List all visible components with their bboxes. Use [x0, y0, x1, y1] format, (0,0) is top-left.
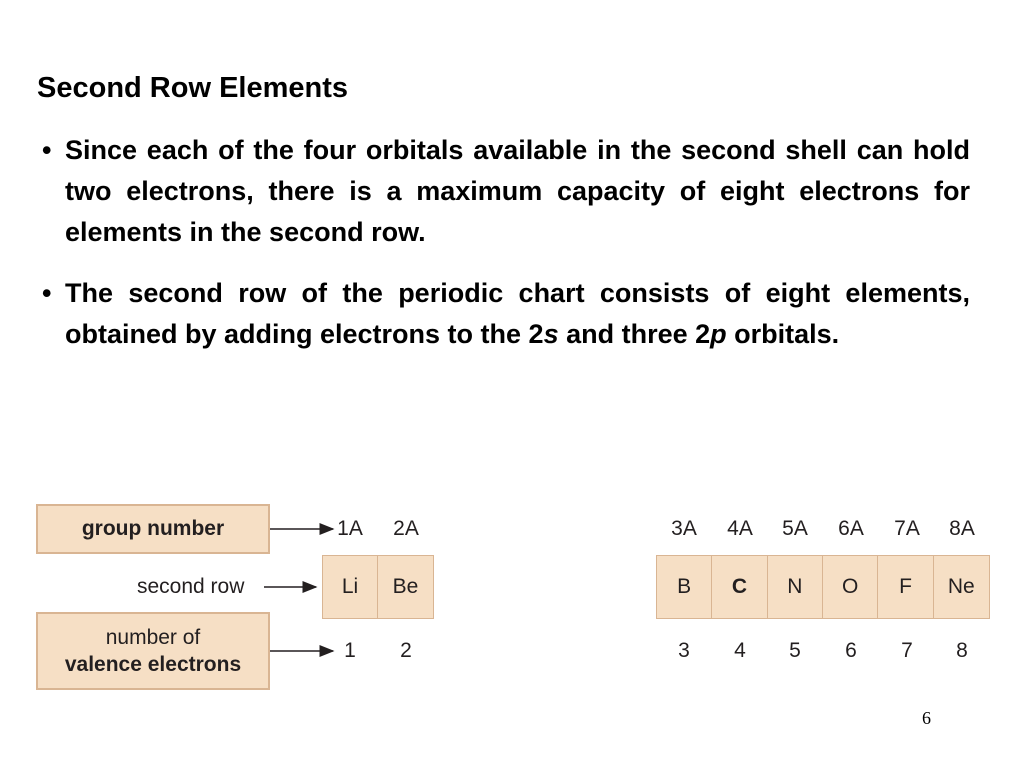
element-cell-b: B — [657, 556, 712, 618]
group-label-8a: 8A — [949, 517, 975, 540]
element-cell-li: Li — [323, 556, 378, 618]
element-cell-ne: Ne — [947, 575, 975, 598]
orbital-p-italic: p — [710, 319, 727, 349]
slide-title: Second Row Elements — [37, 72, 349, 104]
valence-label-line2: valence electrons — [64, 653, 242, 676]
group-number-box: group number — [36, 504, 270, 554]
valence-electrons-box — [36, 612, 270, 690]
element-cell-n: N — [768, 556, 823, 618]
group-label-6a: 6A — [838, 517, 864, 540]
group-label-1a: 1A — [337, 517, 363, 540]
bullet-marker: • — [42, 278, 52, 308]
element-cell-o: O — [823, 556, 878, 618]
group-label-4a: 4A — [727, 517, 753, 540]
group-label-2a: 2A — [393, 517, 419, 540]
valence-count-4: 4 — [734, 639, 746, 662]
bullet-text: The second row of the periodic chart consists of eight elements, obtained by adding electrons to the 2 — [65, 278, 970, 349]
left-element-row — [322, 555, 434, 619]
valence-count-8: 8 — [956, 639, 968, 662]
valence-count-7: 7 — [901, 639, 913, 662]
valence-count-3: 3 — [678, 639, 690, 662]
page-number: 6 — [922, 708, 931, 728]
orbital-s-italic: s — [543, 319, 559, 349]
group-label-7a: 7A — [894, 517, 920, 540]
group-label-5a: 5A — [782, 517, 808, 540]
bullet-marker: • — [42, 135, 52, 165]
group-label-3a: 3A — [671, 517, 697, 540]
valence-label-line1: number of — [105, 626, 201, 649]
bullet-text: orbitals. — [726, 319, 840, 349]
right-element-row — [656, 555, 990, 619]
bullet-text: and three 2 — [558, 319, 711, 349]
bullet-text: Since each of the four orbitals available in the second shell can hold two electrons, there is a maximum capacity of eight electrons for elements in the second row. — [65, 135, 970, 247]
valence-count-5: 5 — [789, 639, 801, 662]
valence-count-6: 6 — [845, 639, 857, 662]
element-cell-be: Be — [392, 575, 419, 598]
element-cell-f: F — [878, 556, 933, 618]
second-row-label: second row — [137, 575, 245, 598]
element-cell-c: C — [712, 556, 767, 618]
valence-count-2: 2 — [400, 639, 412, 662]
valence-count-1: 1 — [344, 639, 356, 662]
